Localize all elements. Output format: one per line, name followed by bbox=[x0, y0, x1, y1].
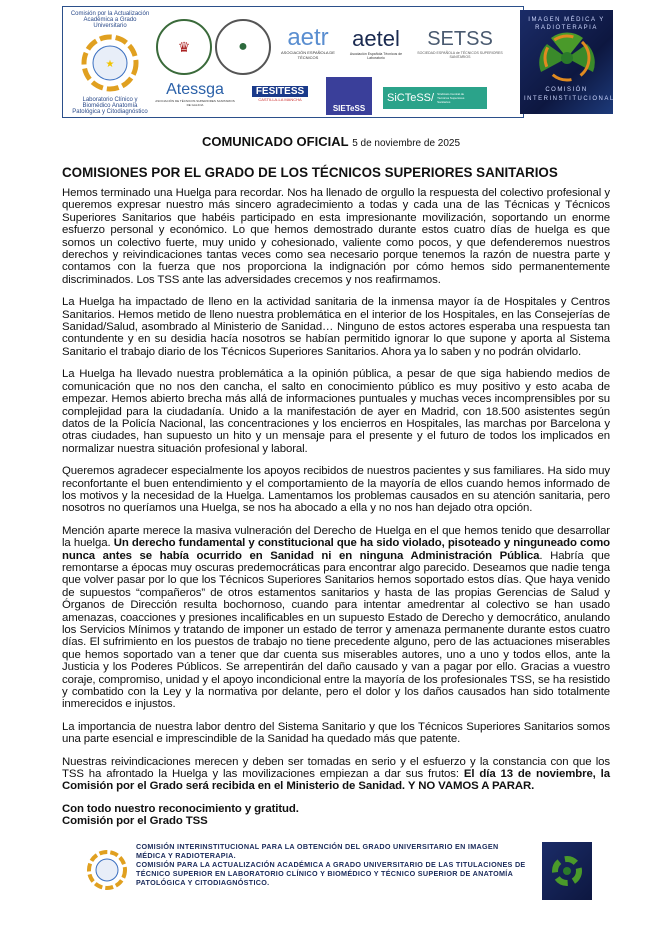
paragraph: Mención aparte merece la masiva vulneración del Derecho de Huelga en el que hemos tenido que desarrollar la huelga. Un derecho fundamental y constitucional que ha sido violado, pisoteado y ninguneado como nunca antes se había ocurrido en Sanidad ni en ninguna Administración Pública. Habría que remontarse a épocas muy oscuras predemocráticas para encontrar algo parecido. Deseamos que nadie tenga que volver pasar por lo que los Técnicos Superiores Sanitarios hemos soportado estos días. Que haya venido de supuestos “compañeros” de otros estamentos sanitarios y hasta de las propias Gerencias de Salud y Órganos de Dirección resulta bochornoso, cuando para intentar amedrentar al colectivo se han usado amenazas, coacciones y presiones incalificables en un supuesto Estado de Derecho y democrático, anulando los Servicios Mínimos y tratando de imponer un estado de terror y amenaza permanente durante estos cuatro días. El sufrimiento en los puestos de trabajo no tiene precedente alguno, pero de las actuaciones miserables que hemos soportado van a tener que dar cuenta sus miserables autores, uno a uno y todos ellos, ante la Justicia y los Poderes Públicos. Se arrepentirán del daño causado y van a pagar por ello. Gracias a vuestro coraje, compromiso, unidad y el apoyo incondicional entre la mayoría de los profesionales TSS, se ha resistido y combatido con la Ley y la normativa por delante, pero el dolor y los daños causados han sido totalmente inmerecidos e injustos. bbox=[62, 524, 610, 711]
footer bbox=[62, 836, 610, 910]
logo-fesitess: FESITESS CASTILLA-LA MANCHA bbox=[238, 79, 322, 109]
radiation-people-icon bbox=[550, 856, 584, 886]
footer-logo-imagen-medica bbox=[542, 842, 592, 900]
microscope-circle-icon bbox=[80, 33, 140, 93]
logo-banner bbox=[62, 6, 524, 118]
document-title: COMUNICADO OFICIAL 5 de noviembre de 2025 bbox=[201, 134, 461, 149]
footer-text: COMISIÓN INTERINSTITUCIONAL PARA LA OBTENCIÓN DEL GRADO UNIVERSITARIO EN IMAGEN MÉDICA Y RADIOTERAPIA. COMISIÓN PARA LA ACTUALIZACIÓN ACADÉMICA A GRADO UNIVERSITARIO DE LAS TITULACIONES DE TÉCNICO SUPERIOR EN LABORATORIO CLÍNICO Y BIOMÉDICO Y TÉCNICO SUPERIOR DE ANATOMÍA PATOLÓGICA Y CITODIAGNÓSTICO. bbox=[136, 841, 526, 887]
logo-colegio-2: ● bbox=[215, 19, 271, 75]
paragraph: Nuestras reivindicaciones merecen y deben ser tomadas en serio y el esfuerzo y la constancia con que los TSS ha afrontado la Huelga y las movilizaciones empiezan a dar sus frutos: El día 13 de noviembre, la Comisión por el Grado será recibida en el Ministerio de Sanidad. Y NO VAMOS A PARAR. bbox=[62, 755, 610, 793]
svg-text:★: ★ bbox=[105, 59, 115, 70]
logo-aetr: aetr ASOCIACIÓN ESPAÑOLA DE TÉCNICOS bbox=[281, 24, 335, 60]
footer-logo-laboratorio bbox=[84, 840, 130, 900]
content-flow bbox=[62, 187, 610, 910]
paragraph: La importancia de nuestra labor dentro del Sistema Sanitario y que los Técnicos Superiores Sanitarios somos una parte esencial e imprescindible de la Sanidad ha quedado más que patente. bbox=[62, 720, 610, 746]
paragraph: La Huelga ha impactado de lleno en la actividad sanitaria de la inmensa mayor ía de Hospitales y Centros Sanitarios. Hemos metido de lleno nuestra problemática en el interior de los Hospitales, en las Consejerías de Sanidad/Salud, asombrado al Ministerio de Sanidad… Ninguno de estos actores esperaba una respuesta tan contundente y en su desidia hacía nosotros se habían permitido ignorar lo que supone y aporta al Sistema Sanitario el trabajo diario de los Técnicos Superiores Sanitarios. Ahora ya lo saben y no podrán olvidarlo. bbox=[62, 296, 610, 358]
document-heading: COMISIONES POR EL GRADO DE LOS TÉCNICOS SUPERIORES SANITARIOS bbox=[62, 165, 558, 180]
logo-sietess: SIETeSS bbox=[326, 77, 372, 115]
document-body bbox=[62, 187, 610, 828]
document-date: 5 de noviembre de 2025 bbox=[352, 138, 461, 149]
closing: Con todo nuestro reconocimiento y gratitud. Comisión por el Grado TSS bbox=[62, 802, 299, 828]
logo-imagen-medica: IMAGEN MÉDICA Y RADIOTERAPIA COMISIÓN INTERINSTITUCIONAL bbox=[520, 10, 613, 114]
logo-setss: SETSS SOCIEDAD ESPAÑOLA de TÉCNICOS SUPERIORES SANITARIOS bbox=[417, 28, 503, 59]
logo-atessga: Atessga ASOCIACIÓN DE TÉCNICOS SUPERIORES SANITARIOS DE GALICIA bbox=[155, 81, 235, 107]
logo-colegio-1: ♛ bbox=[156, 19, 212, 75]
radiation-people-icon bbox=[537, 32, 597, 84]
logo-aetel: aetel Asociación Española Técnicos de Laboratorio bbox=[349, 26, 403, 60]
paragraph: Hemos terminado una Huelga para recordar. Nos ha llenado de orgullo la respuesta del colectivo profesional y queremos expresar nuestro más sincero agradecimiento a todas y cada una de las Técnicas y Técnicos Superiores Sanitarios que habéis participado en esta impresionante movilización, soportando un enorme esfuerzo personal y económico. Lo que hemos demostrado durante estos cuatro días de huelga es que somos un colectivo fuerte, muy unido y cohesionado, valiente como pocos, y que defenderemos nuestros derechos y reivindicaciones tantas veces como sea necesario porque tenemos la razón de nuestra parte y contamos con la fuerza que nos proporciona la indignación por cómo hemos sido permanentemente discriminados. Los TSS ante las adversidades crecemos y nos reafirmamos. bbox=[62, 187, 610, 286]
paragraph: Queremos agradecer especialmente los apoyos recibidos de nuestros pacientes y sus familiares. Ha sido muy reconfortante el buen entendimiento y el comportamiento de la mayoría de ellos cuando hemos informado de los motivos y la necesidad de la Huelga. Lamentamos los problemas causados en su atención sanitaria, pero nosotros no queríamos una Huelga, se nos ha abocado a ella y no nos han dejado otra opción. bbox=[62, 465, 610, 515]
logo-comision-laboratorio: Comisión por la Actualización Académica a Grado Universitario ★ Laboratorio Clínico y Biomédico Anatomía Patológica y Citodiagnóstico bbox=[70, 11, 150, 115]
paragraph: La Huelga ha llevado nuestra problemática a la opinión pública, a pesar de que siga habiendo medios de comunicación que no nos den cancha, el salto en conocimiento público es muy positivo y esto acaba de empezar. Hemos abierto brecha más allá de informaciones puntuales y muchas veces incomprensibles por su complejidad para la ciudadanía. Unido a la manifestación de ayer en Madrid, con 18.500 asistentes según datos de la Policía Nacional, las concentraciones y los encierros en Hospitales, las marchas por Barcelona y otras ciudades, han supuesto un hito y un mensaje para el presente y el futuro de todos los implicados en normalizar nuestra situación profesional y laboral. bbox=[62, 368, 610, 455]
logo-sictess: SiCTeSS/ Sindicato Central de Técnicos Superiores Sanitarios bbox=[383, 87, 487, 109]
